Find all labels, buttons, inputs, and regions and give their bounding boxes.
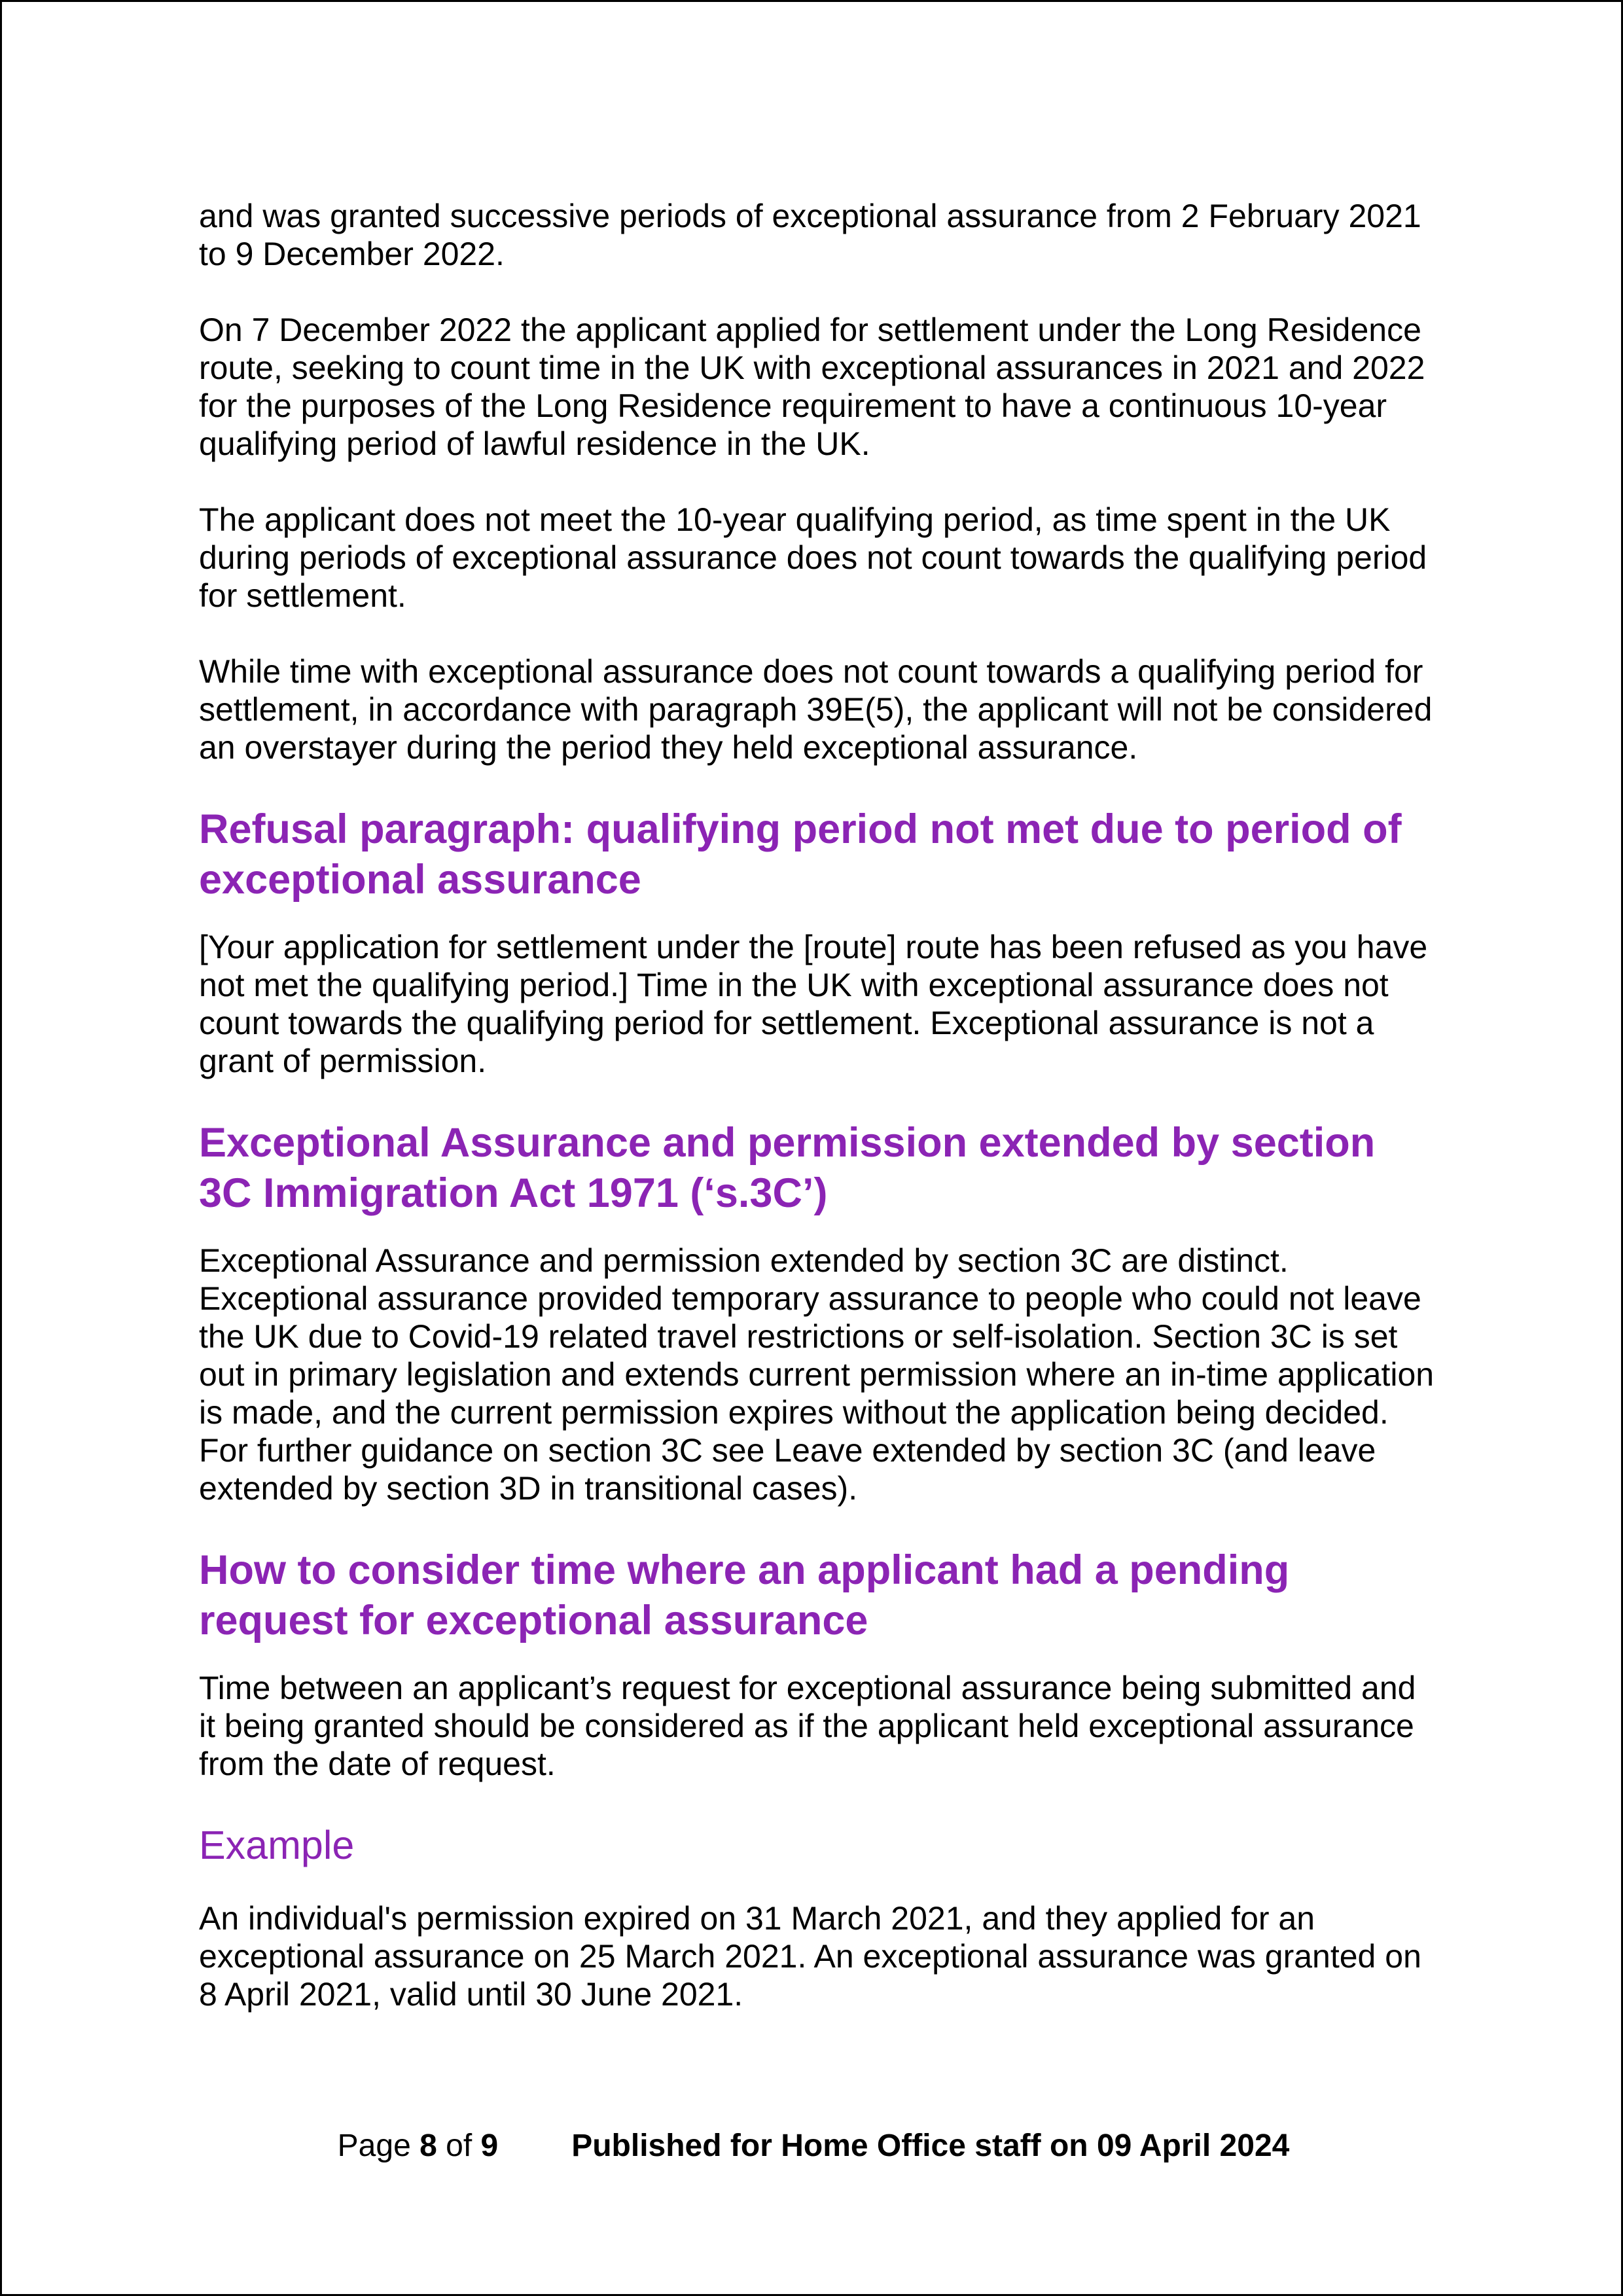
page-prefix: Page	[337, 2128, 420, 2163]
heading-section-3c: Exceptional Assurance and permission extended by section 3C Immigration Act 1971 (‘s.3C’)	[199, 1120, 1376, 1216]
heading-example: Example	[199, 1823, 355, 1867]
paragraph-overstayer: While time with exceptional assurance does not count towards a qualifying period for settlement, in accordance with paragraph 39E(5), the applicant will not be considered an overstayer during the period they held exceptional assurance.	[199, 653, 1433, 766]
heading-refusal-paragraph: Refusal paragraph: qualifying period not met due to period of exceptional assurance	[199, 806, 1402, 903]
page-current: 8	[419, 2128, 437, 2163]
page-of: of	[437, 2128, 481, 2163]
page-content	[199, 197, 1436, 2051]
paragraph-example: An individual's permission expired on 31 March 2021, and they applied for an exceptional assurance on 25 March 2021. An exceptional assurance was granted on 8 April 2021, valid until 30 June 2021.	[199, 1900, 1421, 2013]
paragraph-settlement-application: On 7 December 2022 the applicant applied for settlement under the Long Residence route, seeking to count time in the UK with exceptional assurances in 2021 and 2022 for the purposes of the Long Residence requirement to have a continuous 10-year qualifying period of lawful residence in the UK.	[199, 312, 1425, 462]
paragraph-qualifying-period-not-met: The applicant does not meet the 10-year qualifying period, as time spent in the UK during periods of exceptional assurance does not count towards the qualifying period for settlement.	[199, 501, 1427, 614]
page-total: 9	[480, 2128, 499, 2163]
paragraph-refusal-text: [Your application for settlement under the [route] route has been refused as you have not met the qualifying period.] Time in the UK with exceptional assurance does not count towards the qualifying period for settlement. Exceptional assurance is not a grant of permission.	[199, 929, 1428, 1079]
page-number	[338, 2127, 499, 2165]
paragraph-pending-request: Time between an applicant’s request for exceptional assurance being submitted and it being granted should be considered as if the applicant held exceptional assurance from the date of request.	[199, 1670, 1416, 1782]
paragraph-granted-periods: and was granted successive periods of exceptional assurance from 2 February 2021 to 9 December 2022.	[199, 198, 1421, 272]
page-footer	[2, 2127, 1623, 2165]
paragraph-section-3c: Exceptional Assurance and permission extended by section 3C are distinct. Exceptional assurance provided temporary assurance to people who could not leave the UK due to Covid-19 related travel restrictions or self-isolation. Section 3C is set out in primary legislation and extends current permission where an in-time application is made, and the current permission expires without the application being decided. For further guidance on section 3C see Leave extended by section 3C (and leave extended by section 3D in transitional cases).	[199, 1242, 1435, 1507]
heading-pending-request: How to consider time where an applicant had a pending request for exceptional assurance	[199, 1547, 1290, 1643]
published-notice: Published for Home Office staff on 09 April 2024	[571, 2128, 1290, 2163]
